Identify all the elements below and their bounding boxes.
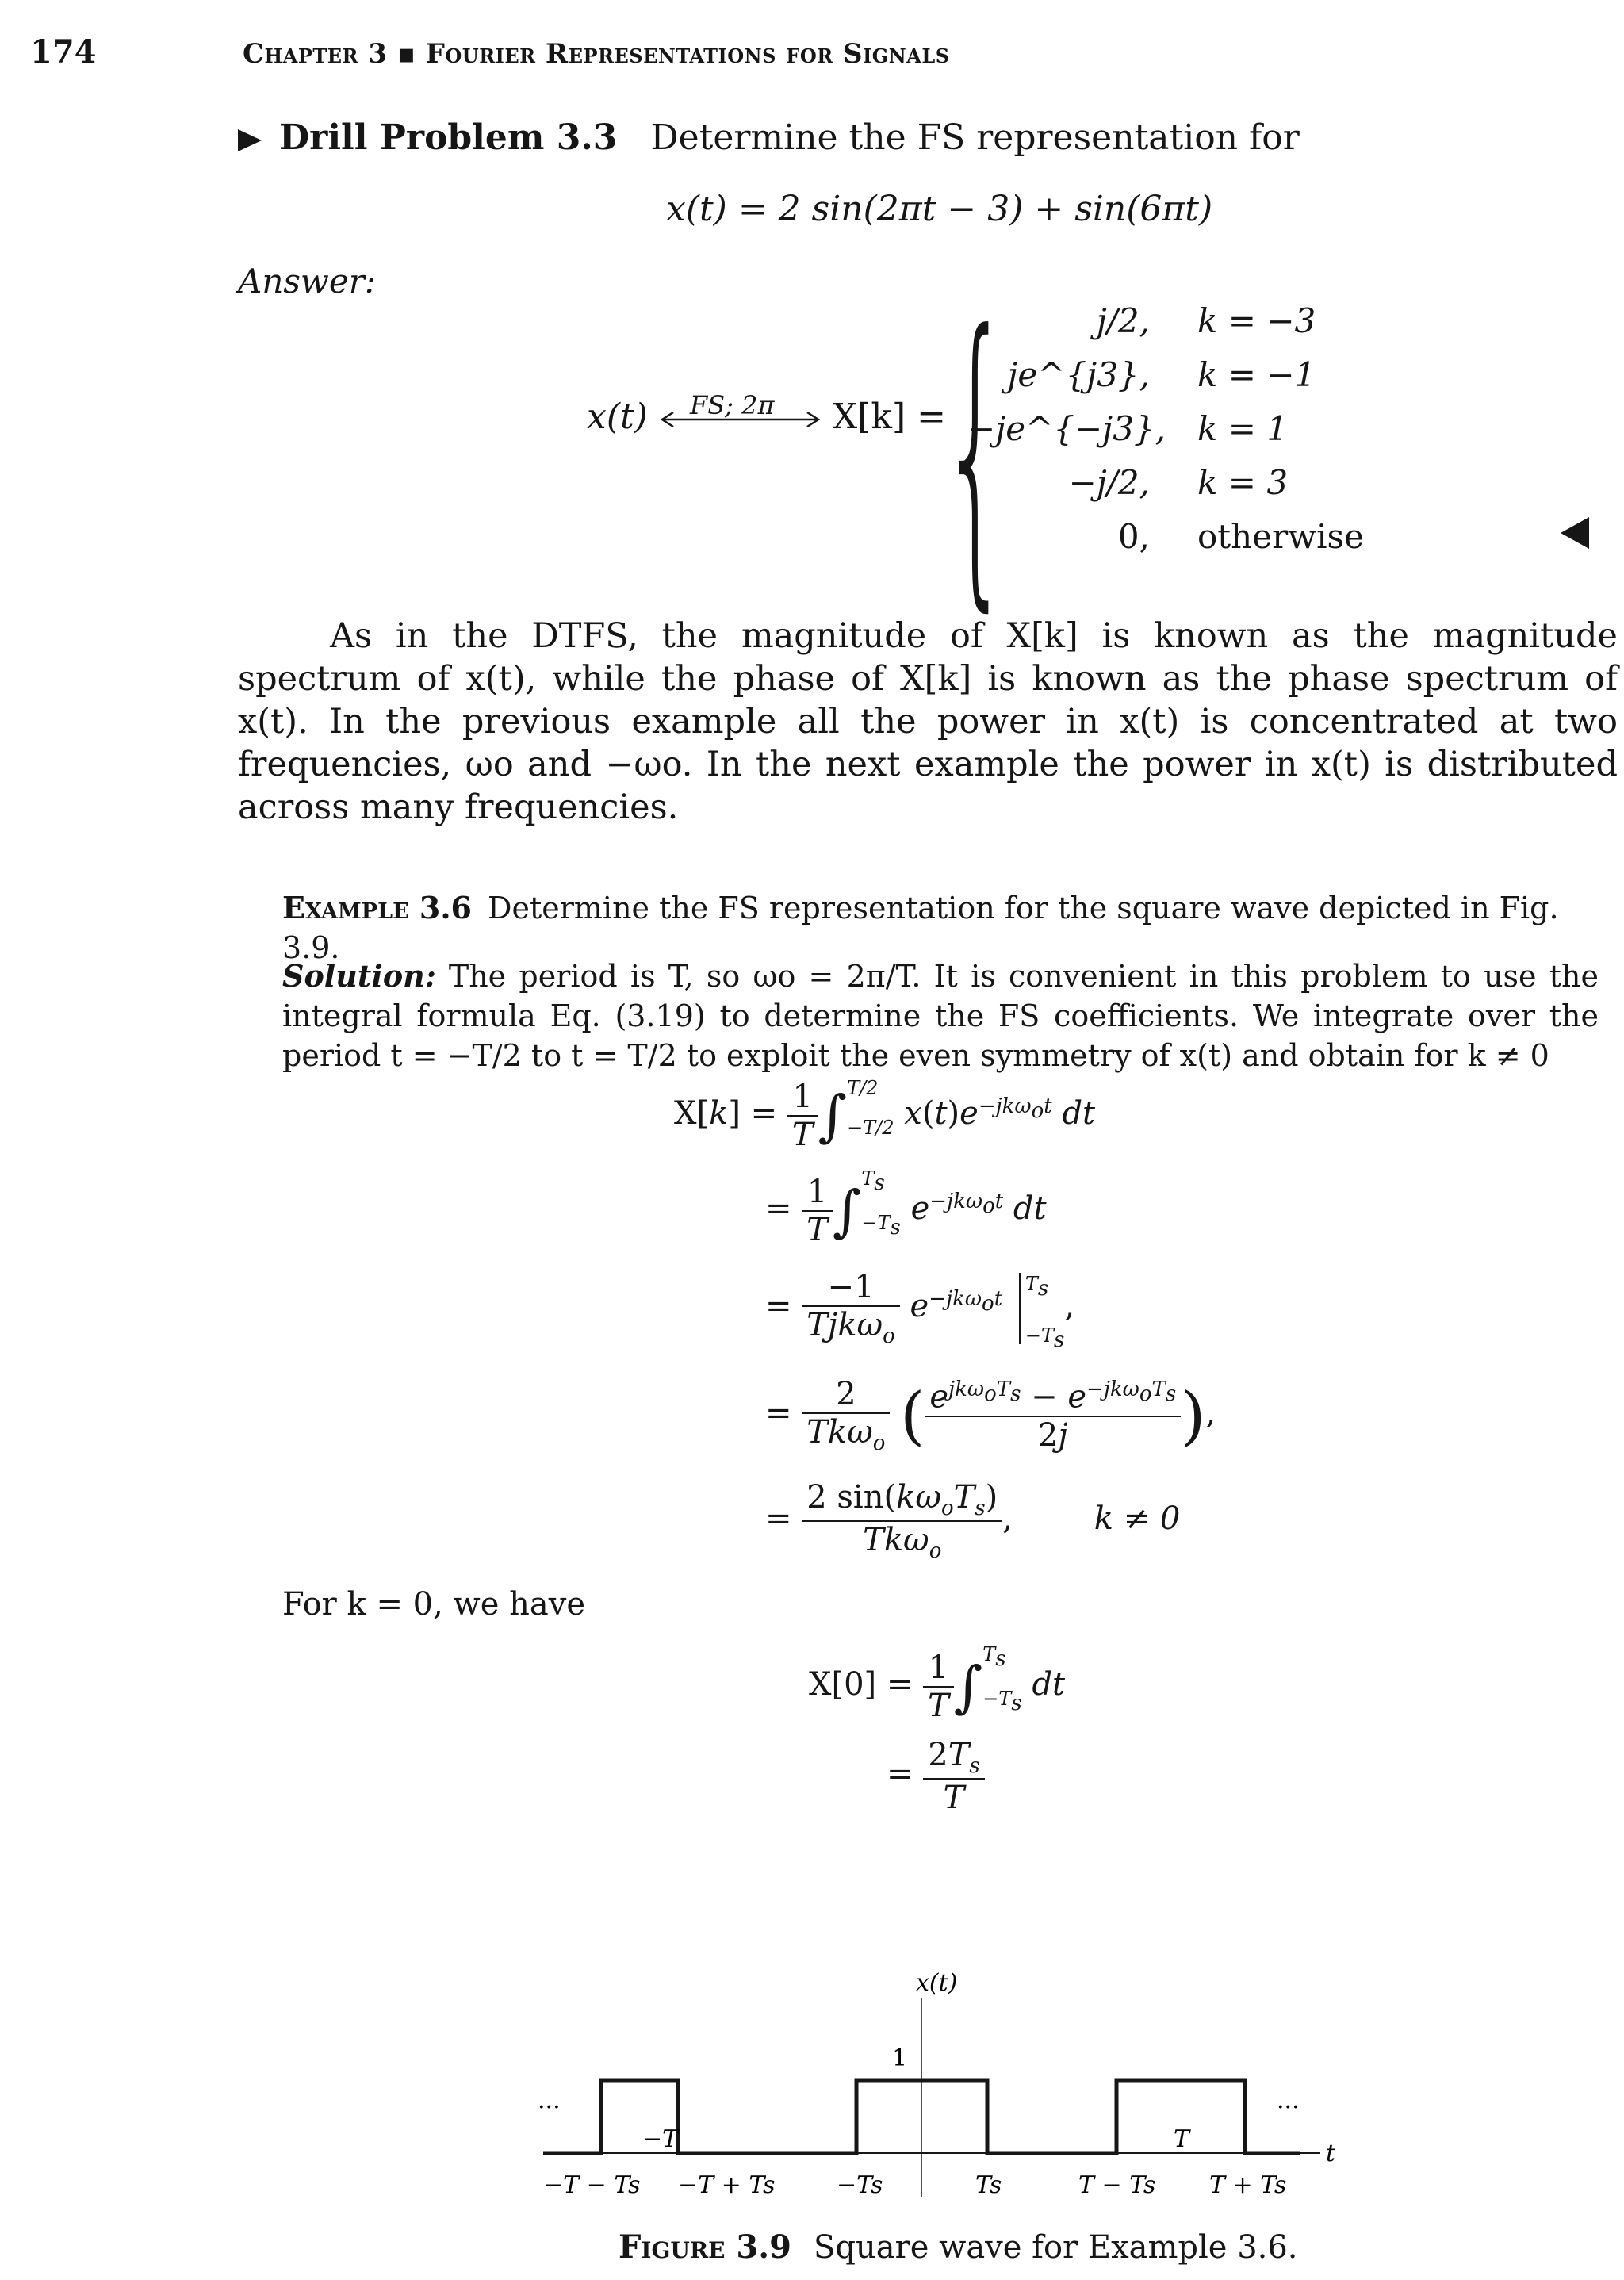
solution-label: Solution: [282,958,436,994]
case-condition: k = −3 [1197,301,1316,340]
example-label: Example 3.6 [282,890,472,925]
derivation-line: X[k] = $\frac{1}{T}$ ∫ T/2 −T/2 $x(t)e^{-jk\omega_ot}$ dt [674,1077,1096,1153]
derivation-line: = $\frac{2}{Tk\omega_o}$ ( $\frac{e^{jk\omega_oT_s} - e^{-jk\omega_oT_s}}{2j}$ ), [765,1376,1216,1455]
answer-label: Answer: [238,262,376,301]
k-nonzero-condition: k ≠ 0 [1094,1500,1181,1537]
case-condition: k = −1 [1197,355,1316,394]
figure-caption-text: Square wave for Example 3.6. [813,2229,1298,2266]
drill-text: Determine the FS representation for [650,117,1300,158]
square-wave-signal [599,2080,1249,2153]
tick-label: −Ts [837,2171,883,2199]
tick-label: T − Ts [1078,2171,1156,2199]
page-header [30,33,950,71]
case-value: je^{j3}, [1007,355,1150,394]
case-value: −j/2, [1068,463,1150,502]
arrow-label: FS; 2π [690,390,775,420]
tick-label: −T + Ts [678,2171,776,2199]
chapter-title: Chapter 3 ▪ Fourier Representations for Signals [243,38,950,70]
ellipsis-left: ... [538,2086,561,2114]
tick-label: −T − Ts [543,2171,641,2199]
period-label: T [1174,2125,1190,2153]
body-paragraph: As in the DTFS, the magnitude of X[k] is known as the magnitude spectrum of x(t), while the phase of X[k] is known as the phase spectrum of x(t). In the previous example all the power in x(t) is concentrated at two frequencies, ωo and −ωo. In the next example the power in x(t) is distributed across many frequencies. [238,616,1618,827]
case-condition: k = 3 [1197,463,1289,502]
case-condition: otherwise [1197,517,1364,556]
page-number: 174 [30,33,97,71]
example-heading [282,888,1599,968]
period-label: −T [642,2125,679,2153]
solution-text: The period is T, so ωo = 2π/T. It is convenient in this problem to use the integral formula Eq. (3.19) to determine the FS coefficients. We integrate over the period t = −T/2 to t = T/2 to exploit the even symmetry of x(t) and obtain for k ≠ 0 [282,959,1599,1073]
drill-label: Drill Problem 3.3 [279,117,618,158]
drill-equation: x(t) = 2 sin(2πt − 3) + sin(6πt) [666,189,1213,229]
answer-xk: X[k] = [832,397,946,437]
derivation-line: X[0] = $\frac{1}{T}$ ∫ $T_s$ $-T_s$ dt [809,1643,1066,1724]
case-value: −je^{−j3}, [967,409,1166,448]
end-of-problem-marker-icon [1561,517,1589,549]
case-condition: k = 1 [1197,409,1289,448]
case-value: j/2, [1096,301,1150,340]
y-axis-label: x(t) [916,1969,958,1997]
triangle-marker-icon [238,129,262,151]
x-axis-label: t [1326,2140,1336,2167]
square-wave-figure [523,1967,1348,2213]
figure-caption-label: Figure 3.9 [619,2228,791,2266]
answer-xt: x(t) [587,397,648,437]
cases-brace: { [940,269,1012,638]
tick-label: Ts [975,2171,1002,2199]
k-zero-text: For k = 0, we have [282,1586,586,1623]
ellipsis-right: ... [1277,2086,1300,2114]
derivation-line: = $\frac{-1}{Tjk\omega_o}$ $e^{-jk\omega_ot}$ $T_s$ $-T_s$ , [765,1269,1075,1352]
case-value: 0, [1117,517,1150,556]
derivation-line: = $\frac{2T_s}{T}$ [887,1737,985,1816]
solution-paragraph [282,956,1599,1075]
derivation-line: = $\frac{2 \sin(k\omega_oT_s)}{Tk\omega_o}$ , k ≠ 0 [765,1479,1181,1563]
derivation-line: = $\frac{1}{T}$ ∫ $T_s$ $-T_s$ $e^{-jk\omega_ot}$ dt [765,1167,1047,1248]
level-label: 1 [892,2044,908,2072]
tick-label: T + Ts [1209,2171,1287,2199]
drill-problem-line [238,117,1300,158]
figure-caption [619,2228,1298,2266]
example-text: Determine the FS representation for the square wave depicted in Fig. 3.9. [282,891,1559,965]
